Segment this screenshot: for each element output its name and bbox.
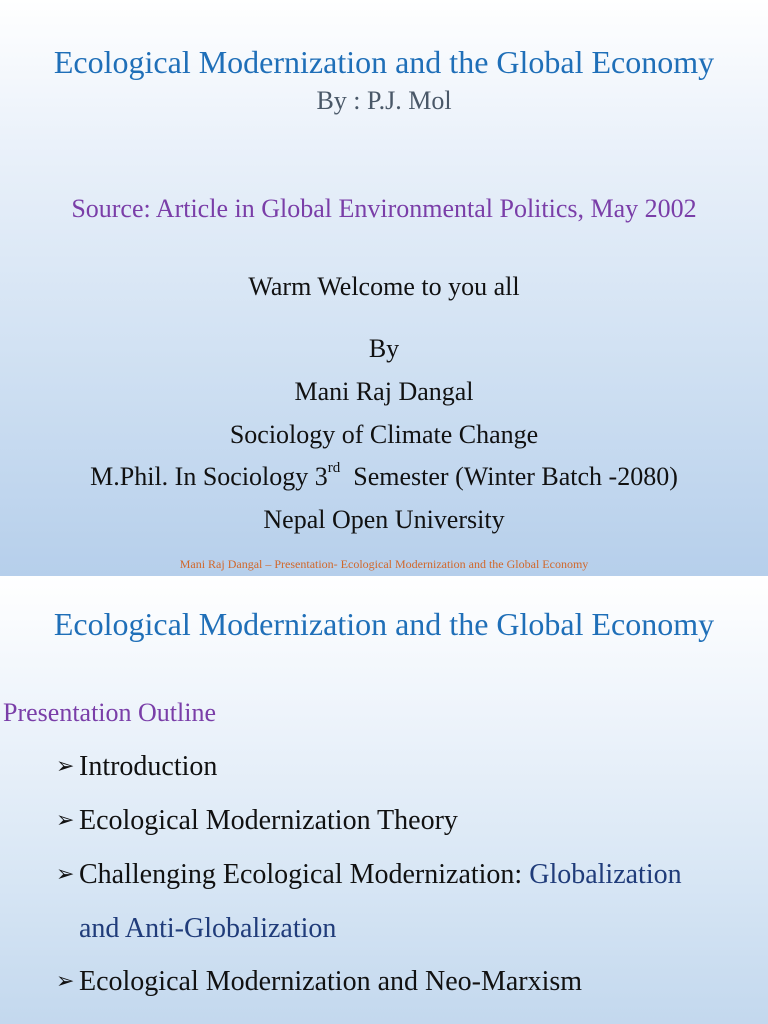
- outline-item-text: Introduction: [79, 751, 218, 782]
- slide-footer: Mani Raj Dangal – Presentation- Ecological Modernization and the Global Economy: [179, 557, 589, 571]
- outline-heading: Presentation Outline: [3, 698, 217, 727]
- university-name: Nepal Open University: [263, 505, 505, 534]
- slide-2-title: Ecological Modernization and the Global Economy: [53, 606, 715, 642]
- outline-item-introduction: [56, 751, 217, 783]
- arrow-bullet-icon: ➢: [56, 862, 75, 887]
- program-superscript: rd: [327, 460, 341, 477]
- by-line: By: [368, 334, 400, 363]
- outline-item-text: Challenging Ecological Modernization:: [79, 859, 530, 890]
- course-name: Sociology of Climate Change: [229, 420, 539, 449]
- program-line: [0, 462, 768, 492]
- outline-item-continuation: and Anti-Globalization: [79, 913, 337, 944]
- outline-item-neo-marxism: [56, 966, 582, 998]
- program-before: M.Phil. In Sociology 3: [90, 462, 328, 491]
- outline-item-text: Ecological Modernization and Neo-Marxism: [79, 966, 583, 997]
- slide-2: [0, 576, 768, 1024]
- outline-item-highlight: Globalization: [529, 859, 682, 890]
- presenter-name: Mani Raj Dangal: [294, 377, 474, 406]
- welcome-line: Warm Welcome to you all: [248, 272, 520, 301]
- slide-1-title: Ecological Modernization and the Global Economy: [53, 44, 715, 80]
- arrow-bullet-icon: ➢: [56, 754, 75, 779]
- outline-item-challenging: [56, 859, 682, 891]
- slide-1-byline: By : P.J. Mol: [316, 86, 452, 115]
- source-line: Source: Article in Global Environmental Politics, May 2002: [71, 194, 697, 223]
- outline-item-theory: [56, 805, 458, 837]
- program-after: Semester (Winter Batch -2080): [340, 462, 678, 491]
- outline-item-text: Ecological Modernization Theory: [79, 805, 458, 836]
- arrow-bullet-icon: ➢: [56, 969, 75, 994]
- arrow-bullet-icon: ➢: [56, 808, 75, 833]
